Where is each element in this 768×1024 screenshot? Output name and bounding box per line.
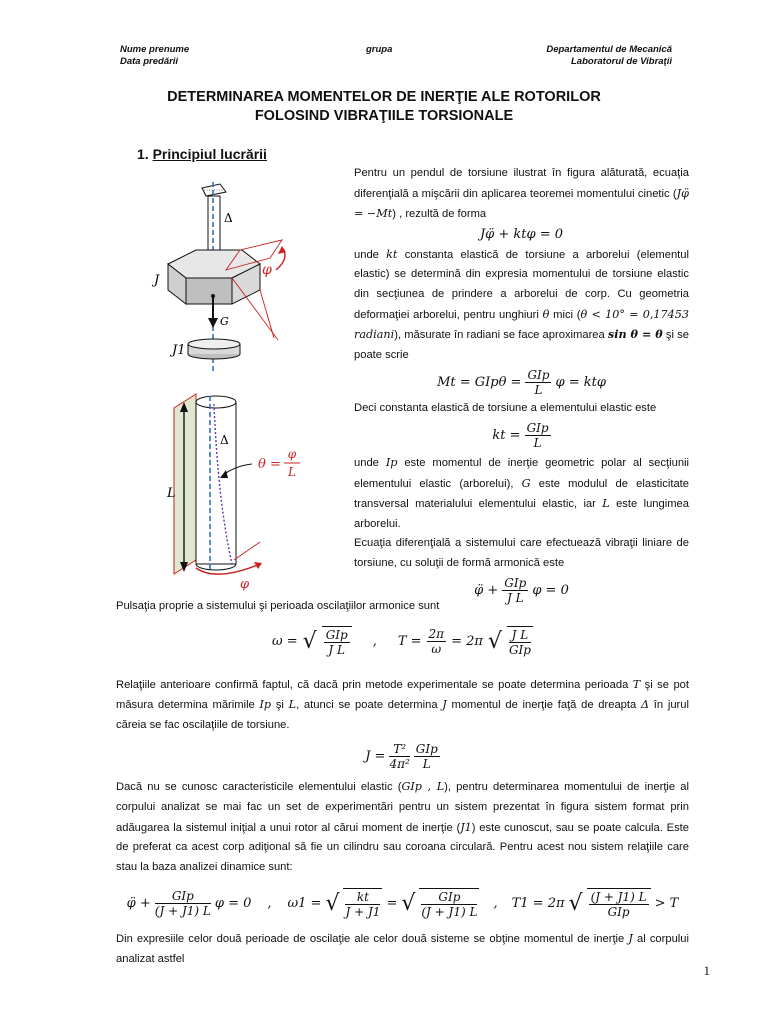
eq6-d1: 4π²: [389, 756, 410, 771]
eq2-left: Mt = GIpθ =: [437, 374, 522, 390]
body-text: [116, 597, 689, 970]
eq4-right: φ = 0: [532, 582, 569, 598]
p7-l: L: [288, 698, 297, 712]
p4-text-c: este modulul de elasticitate transversal materialului elementului elastic, iar: [354, 477, 689, 511]
header-department: [546, 44, 672, 68]
equation-new-system: [116, 877, 689, 929]
twist-angle-label: φ: [240, 577, 250, 592]
p8-text-a: Dacă nu se cunosc caracteristicile elementului elastic (: [116, 781, 402, 794]
shaft: [208, 196, 220, 258]
paragraph-experimental: [116, 675, 689, 736]
paragraph-differential: Ecuaţia diferenţială a sistemului care efectuează vibraţii liniare de torsiune, cu soluţii de formă armonică este: [354, 537, 689, 569]
eq5-t-num: 2π: [428, 627, 445, 642]
eq6-frac-1: [389, 742, 409, 771]
paragraph-elastic-constant: [354, 245, 689, 366]
sqrt-icon: √: [568, 890, 583, 916]
p7-text-a: Relaţiile anterioare confirmă faptul, că dacă prin metode experimentale se poate determina perioada: [116, 678, 633, 691]
eq5-t2-num: J L: [509, 628, 531, 643]
p9-j: J: [628, 932, 633, 946]
eq5-w-num: GIp: [325, 628, 348, 643]
eq6-left: J =: [365, 748, 386, 764]
p2-text-e: şi se poate scrie: [354, 329, 689, 361]
eq7-a: φ̈ +: [126, 895, 151, 911]
axis-label: Δ: [224, 211, 233, 225]
eq5-frac-2: [427, 627, 447, 656]
p2-text-b: constanta elastică de torsiune a arborelui (elementul elastic) se determină din expresia momentului de torsiune elastic din secţiunea de prindere a arborelui de corp. Cu geometria deformaţiei arborelui, pentru unghiuri: [354, 248, 689, 321]
eq5-t-mid: = 2π: [451, 633, 483, 649]
eq5-w-den: J L: [328, 643, 345, 658]
theta-denominator: L: [288, 465, 296, 479]
eq2-fraction: [525, 368, 551, 397]
p8-text-c: ) este cunoscut, sau se poate calcula. Este de preferat ca acest corp adiţional să fie un cilindru sau coroana circulară. Pentru acest nou sistem relaţiile care stau la baza analizei dinamice sunt:: [116, 821, 690, 873]
p2-text-c: mici (: [549, 308, 581, 321]
p2-theta: θ: [542, 307, 550, 321]
p7-text-e: momentul de inerţie faţă de dreapta: [446, 699, 641, 712]
theta-label: θ =: [258, 457, 281, 472]
eq7-a-r: φ = 0: [214, 895, 252, 911]
p9-text-b: al corpului analizat astfel: [116, 933, 689, 965]
eq4-num: GIp: [504, 576, 527, 590]
p2-text-d: ), măsurate în radiani se face aproximarea: [394, 329, 608, 342]
sqrt-icon: √: [325, 890, 340, 916]
p2-approx: sin θ = θ: [607, 327, 663, 342]
p2-range: θ < 10° = 0,17453 radiani: [354, 307, 689, 342]
eq5-t-den: ω: [431, 642, 442, 657]
twist-angle-ray: [234, 542, 260, 560]
eq2-num: GIp: [527, 367, 550, 382]
eq6-frac-2: [414, 742, 440, 771]
eq7-separator-1: ,: [267, 895, 272, 911]
eq5-frac-3: [509, 628, 531, 657]
intro-text-b: ) , rezultă de forma: [392, 208, 487, 221]
section-number: 1.: [137, 146, 149, 162]
paragraph-constant-intro: Deci constanta elastică de torsiune a elementului elastic este: [354, 402, 657, 415]
gravity-label: G: [220, 315, 229, 328]
eq4-left: φ̈ +: [474, 582, 499, 598]
eq7-w-num: kt: [345, 890, 380, 905]
cylinder-shaft: [196, 402, 236, 564]
p4-g: G: [521, 476, 531, 490]
sqrt-icon: √: [487, 628, 502, 654]
eq5-frac-1: [324, 628, 350, 657]
figure-shaft-deformation: [164, 392, 314, 592]
eq7-frac-2: [345, 890, 380, 919]
eq7-a-num: GIp: [155, 889, 211, 904]
paragraph-intro: [354, 164, 689, 225]
cylinder-top: [196, 396, 236, 408]
eq7-period: T1 = 2π: [511, 895, 565, 911]
eq7-frac-4: [589, 890, 649, 919]
intro-math: Jφ̈ = −Mt: [354, 186, 689, 221]
document-title-line2: FOLOSIND VIBRAŢIILE TORSIONALE: [254, 108, 514, 124]
eq7-t-den: GIp: [607, 904, 630, 919]
p7-j: J: [442, 698, 447, 712]
header-name-label: Nume prenume: [120, 44, 190, 55]
document-title-line1: DETERMINAREA MOMENTELOR DE INERŢIE ALE ROTORILOR: [167, 89, 601, 105]
p4-text-d: este lungimea arborelui.: [354, 498, 689, 530]
sqrt-icon: √: [401, 890, 416, 916]
eq5-t2-den: GIp: [508, 643, 531, 658]
eq6-n1: T²: [389, 742, 409, 757]
paragraph-additional-rotor: [116, 777, 689, 877]
p4-ip: Ip: [385, 455, 398, 469]
eq7-omega: ω1 =: [287, 895, 322, 911]
cylinder-bottom: [196, 564, 236, 570]
header-lab-label: Laboratorul de Vibraţii: [571, 56, 672, 67]
length-label: L: [167, 486, 176, 501]
header-author: [120, 44, 189, 68]
equation-pulsation-period: [116, 617, 689, 667]
rotated-edge-2: [260, 290, 274, 338]
equation-motion: Jφ̈ + ktφ = 0: [479, 226, 564, 242]
eq7-w2-den: (J + J1) L: [421, 904, 478, 919]
header-group-label: grupa: [366, 44, 393, 55]
eq7-sqrt-2: [419, 888, 479, 919]
header-date-label: Data predării: [120, 56, 179, 67]
equation-elastic-constant: [354, 419, 689, 453]
angle-label: φ: [262, 262, 272, 278]
p2-text-a: unde: [354, 248, 387, 261]
eq5-period: T =: [397, 633, 422, 649]
p7-delta: Δ: [640, 698, 650, 712]
gravity-arrowhead: [208, 318, 218, 328]
section-heading: [137, 146, 267, 162]
eq7-w2-num: GIp: [421, 890, 477, 905]
right-column-text: [354, 164, 689, 608]
eq7-equals: =: [386, 895, 398, 911]
disc-top: [188, 339, 240, 349]
inertia-label: J: [154, 273, 160, 288]
section-label: Principiul lucrării: [152, 146, 267, 162]
p8-j1: J1: [460, 820, 472, 834]
theta-numerator: φ: [287, 447, 297, 461]
eq3-den: L: [533, 436, 542, 451]
eq4-den: J L: [507, 591, 524, 605]
p7-text-c: şi: [271, 699, 289, 712]
header-department-label: Departamentul de Mecanică: [546, 44, 672, 55]
eq3-fraction: [525, 421, 551, 450]
p4-l: L: [602, 497, 610, 511]
eq5-sqrt-1: [322, 626, 352, 657]
p4-text-b: este momentul de inerţie geometric polar al secţiunii elementului elastic (arborelui),: [354, 456, 690, 490]
p9-text-a: Din expresiile celor două perioade de oscilaţie ale celor două sisteme se obţine momentul de inerţie: [116, 933, 629, 946]
eq7-w-den: J + J1: [345, 904, 381, 919]
p8-text-b: ), pentru determinarea momentului de inerţie al corpului analizat se mai fac un set de experimentări pentru un sistem prezentat în figura sistem format prin adăugarea la sistemul iniţial a unui rotor al cărui moment de inerţie (: [116, 781, 690, 834]
eq6-n2: GIp: [415, 741, 438, 756]
eq7-frac-1: [155, 889, 211, 918]
figure-torsion-pendulum: [148, 178, 308, 378]
p2-kt: kt: [386, 247, 398, 261]
equation-inertia: [116, 735, 689, 777]
paragraph-conclusion: [116, 929, 689, 969]
eq2-right: φ = ktφ: [555, 374, 606, 390]
eq2-den: L: [534, 382, 543, 397]
eq3-left: kt =: [492, 428, 521, 444]
eq7-t-r: > T: [654, 895, 679, 911]
eq5-separator: ,: [372, 633, 377, 649]
added-inertia-label: J1: [172, 343, 186, 358]
p7-t: T: [632, 677, 641, 691]
p7-text-f: în jurul căreia se fac oscilaţiile de torsiune.: [116, 699, 689, 731]
intro-text-a: Pentru un pendul de torsiune ilustrat în figura alăturată, ecuaţia diferenţială a mişcării din aplicarea teoremei momentului cinetic (: [354, 167, 689, 200]
eq7-frac-3: [421, 890, 477, 919]
sqrt-icon: √: [302, 628, 317, 654]
p7-text-b: şi se pot măsura determina mărimile: [116, 678, 689, 712]
shaft-axis-label: Δ: [220, 433, 229, 447]
paragraph-pulsation: Pulsaţia proprie a sistemului şi perioada oscilaţiilor armonice sunt: [116, 600, 440, 612]
equation-torque: [354, 365, 689, 399]
eq5-omega: ω =: [272, 633, 298, 649]
p7-text-d: , atunci se poate determina: [296, 699, 443, 712]
p8-math: GIp , L: [401, 780, 445, 794]
eq7-separator-2: ,: [493, 895, 498, 911]
center-of-mass: [211, 294, 215, 298]
paragraph-definitions: [354, 453, 689, 534]
page-number: 1: [703, 963, 710, 978]
eq7-sqrt-1: [343, 888, 382, 919]
eq6-d2: L: [422, 756, 431, 771]
eq7-a-den: (J + J1) L: [154, 903, 211, 918]
eq3-num: GIp: [526, 421, 549, 436]
p7-ip: Ip: [259, 698, 272, 712]
eq5-sqrt-2: [507, 626, 533, 657]
eq7-t-num: (J + J1) L: [590, 889, 647, 904]
p4-text-a: unde: [354, 456, 386, 469]
rotor-side-front: [186, 278, 232, 304]
eq7-sqrt-3: [587, 888, 651, 919]
reference-plane: [174, 394, 196, 574]
